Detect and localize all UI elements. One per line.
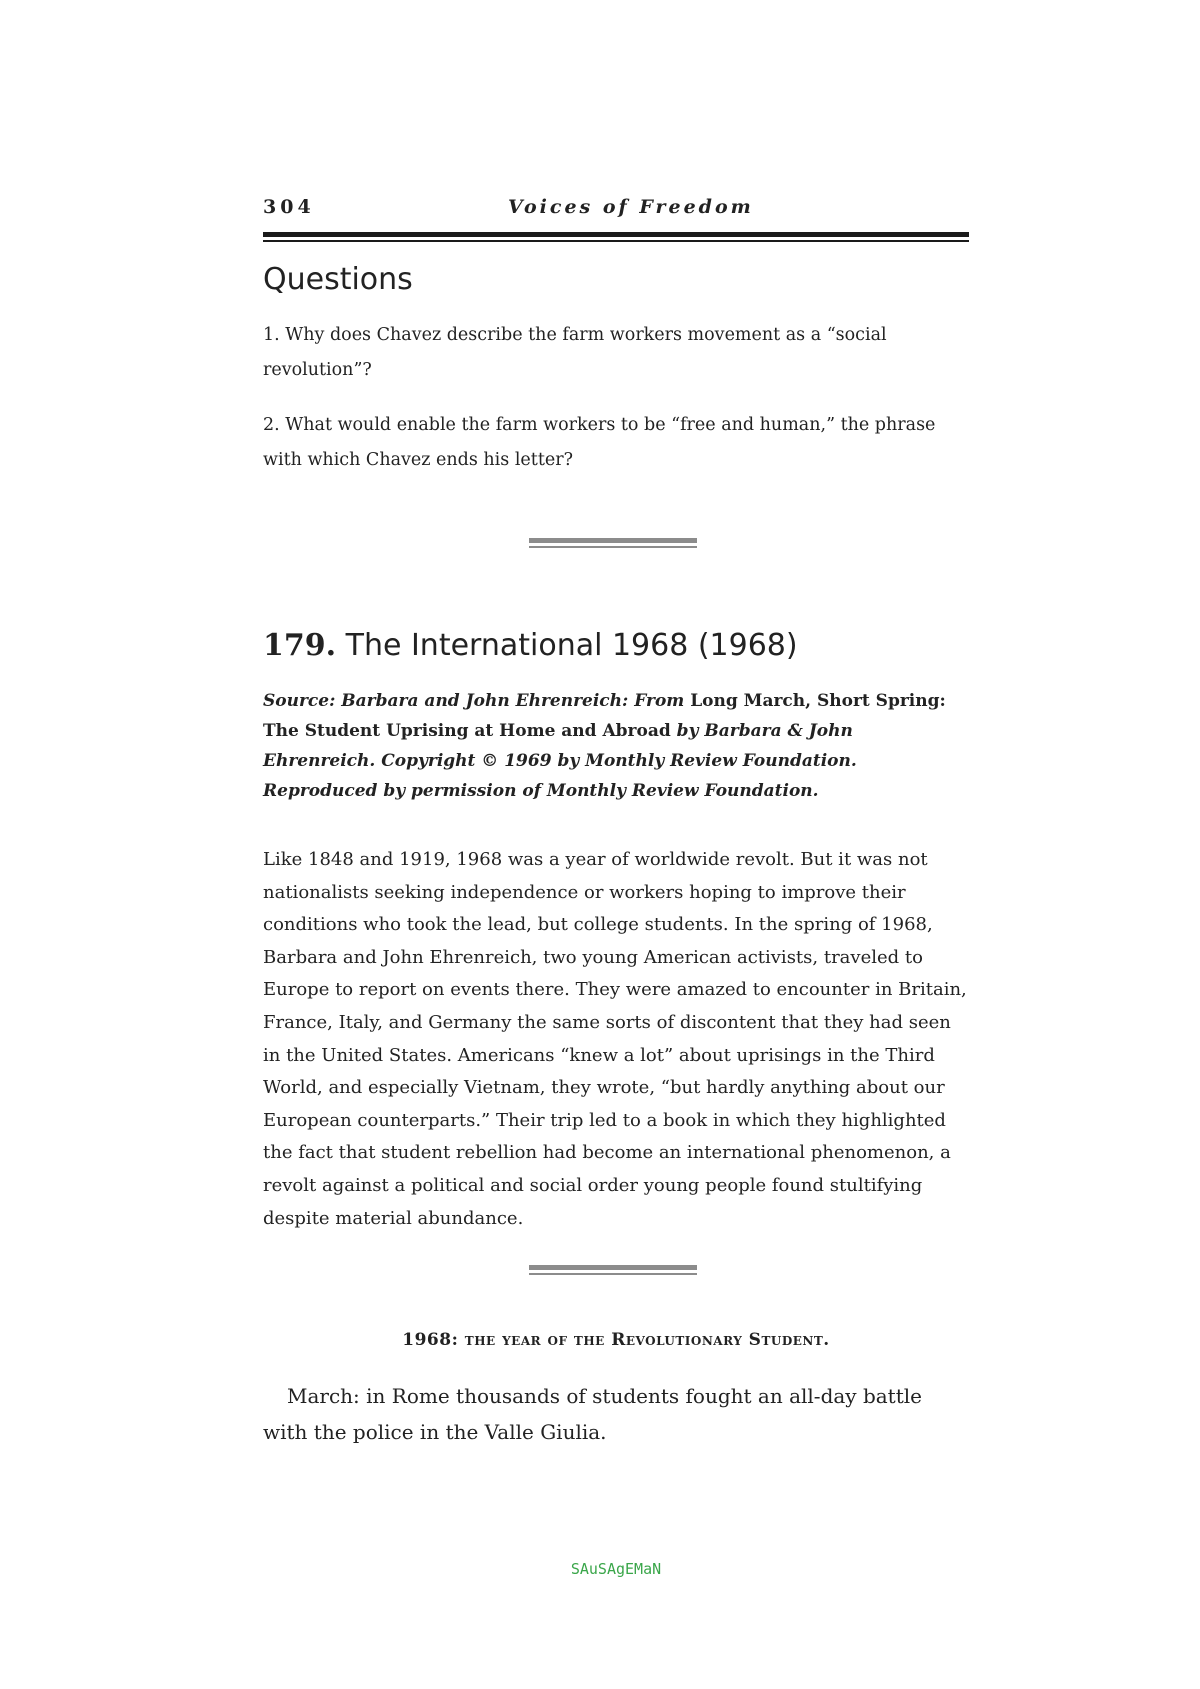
document-subheading: 1968: the year of the Revolutionary Student. (402, 1330, 830, 1350)
question-1: 1. Why does Chavez describe the farm workers movement as a “social revolution”? (263, 325, 887, 380)
source-work-title: Long March, Short Spring: (690, 691, 946, 711)
body-paragraph: March: in Rome thousands of students fought an all-day battle with the police in the Valle Giulia. (263, 1384, 922, 1444)
entry-title: The International 1968 (1968) (345, 628, 798, 663)
entry-number: 179. (263, 628, 337, 663)
section-divider (529, 538, 697, 548)
source-work-subtitle: The Student Uprising at Home and Abroad (263, 721, 671, 741)
source-text: Source: Barbara and John Ehrenreich: From (263, 691, 691, 711)
intro-paragraph: Like 1848 and 1919, 1968 was a year of worldwide revolt. But it was not nationalists seeking independence or workers hoping to improve their conditions who took the lead, but college students. In the spring of 1968, Barbara and John Ehrenreich, two young American activists, traveled to Europe to report on events there. They were amazed to encounter in Britain, France, Italy, and Germany the same sorts of discontent that they had seen in the United States. Americans “knew a lot” about uprisings in the Third World, and especially Vietnam, they wrote, “but hardly anything about our European counterparts.” Their trip led to a book in which they highlighted the fact that student rebellion had become an international phenomenon, a revolt against a political and social order young people found stultifying despite material abundance. (263, 849, 967, 1229)
running-head (263, 196, 969, 226)
entry-heading (263, 628, 798, 663)
header-rule-thin (263, 240, 969, 242)
watermark: SAuSAgEMaN (570, 1560, 662, 1578)
source-credit (263, 686, 969, 806)
source-copyright: by Barbara & John Ehrenreich. Copyright © 1969 by Monthly Review Foundation. Reproduced by permission of Monthly Review Foundation. (263, 721, 857, 801)
header-rule (263, 232, 969, 237)
question-2: 2. What would enable the farm workers to be “free and human,” the phrase with which Chavez ends his letter? (263, 415, 936, 470)
section-divider (529, 1265, 697, 1275)
questions-heading: Questions (263, 262, 413, 297)
page-number: 304 (263, 196, 315, 218)
book-title: Voices of Freedom (508, 196, 754, 218)
